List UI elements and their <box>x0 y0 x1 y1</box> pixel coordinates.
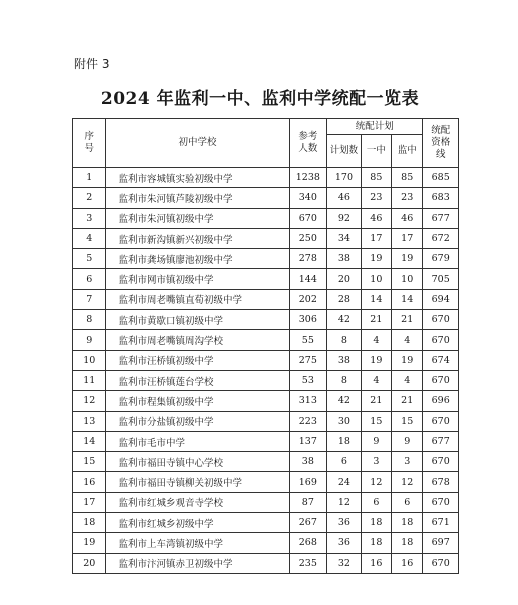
cell-plan: 8 <box>327 370 362 390</box>
cell-yizhong: 46 <box>361 208 391 228</box>
cell-yizhong: 18 <box>361 533 391 553</box>
cell-line: 677 <box>423 431 459 451</box>
header-text: 参考 人数 <box>298 131 318 154</box>
cell-ref: 223 <box>289 411 327 431</box>
cell-ref: 306 <box>289 310 327 330</box>
cell-jianzhong: 16 <box>392 553 423 573</box>
cell-line: 670 <box>423 310 459 330</box>
cell-yizhong: 21 <box>361 310 391 330</box>
cell-line: 670 <box>423 452 459 472</box>
cell-no: 11 <box>73 370 106 390</box>
cell-school: 监利市周老嘴镇直荀初级中学 <box>106 289 289 309</box>
cell-no: 1 <box>73 168 106 188</box>
cell-jianzhong: 17 <box>392 228 423 248</box>
cell-no: 8 <box>73 310 106 330</box>
cell-yizhong: 21 <box>361 391 391 411</box>
cell-plan: 42 <box>327 310 362 330</box>
cell-no: 17 <box>73 492 106 512</box>
cell-yizhong: 18 <box>361 513 391 533</box>
cell-school: 监利市程集镇初级中学 <box>106 391 289 411</box>
cell-ref: 202 <box>289 289 327 309</box>
cell-school: 监利市汪桥镇莲台学校 <box>106 370 289 390</box>
attachment-label: 附件 3 <box>74 57 110 71</box>
cell-school: 监利市红城乡初级中学 <box>106 513 289 533</box>
table-row <box>73 249 459 269</box>
cell-line: 671 <box>423 513 459 533</box>
cell-school: 监利市周老嘴镇周沟学校 <box>106 330 289 350</box>
cell-ref: 670 <box>289 208 327 228</box>
cell-line: 670 <box>423 411 459 431</box>
cell-no: 19 <box>73 533 106 553</box>
cell-plan: 8 <box>327 330 362 350</box>
cell-plan: 18 <box>327 431 362 451</box>
cell-plan: 24 <box>327 472 362 492</box>
cell-yizhong: 16 <box>361 553 391 573</box>
cell-jianzhong: 19 <box>392 249 423 269</box>
cell-yizhong: 3 <box>361 452 391 472</box>
header-no <box>73 119 106 168</box>
cell-yizhong: 10 <box>361 269 391 289</box>
cell-no: 12 <box>73 391 106 411</box>
cell-school: 监利市福田寺镇中心学校 <box>106 452 289 472</box>
cell-ref: 267 <box>289 513 327 533</box>
cell-line: 697 <box>423 533 459 553</box>
table-row <box>73 350 459 370</box>
cell-school: 监利市汴河镇赤卫初级中学 <box>106 553 289 573</box>
cell-line: 696 <box>423 391 459 411</box>
cell-no: 15 <box>73 452 106 472</box>
cell-ref: 313 <box>289 391 327 411</box>
cell-yizhong: 85 <box>361 168 391 188</box>
cell-ref: 1238 <box>289 168 327 188</box>
table-row <box>73 391 459 411</box>
cell-yizhong: 17 <box>361 228 391 248</box>
cell-yizhong: 19 <box>361 350 391 370</box>
cell-no: 20 <box>73 553 106 573</box>
cell-plan: 38 <box>327 350 362 370</box>
cell-plan: 6 <box>327 452 362 472</box>
cell-jianzhong: 85 <box>392 168 423 188</box>
table-row <box>73 452 459 472</box>
cell-ref: 275 <box>289 350 327 370</box>
cell-no: 6 <box>73 269 106 289</box>
cell-jianzhong: 4 <box>392 370 423 390</box>
cell-line: 670 <box>423 370 459 390</box>
cell-ref: 250 <box>289 228 327 248</box>
cell-school: 监利市毛市中学 <box>106 431 289 451</box>
cell-jianzhong: 14 <box>392 289 423 309</box>
cell-school: 监利市上车湾镇初级中学 <box>106 533 289 553</box>
cell-school: 监利市红城乡观音寺学校 <box>106 492 289 512</box>
cell-plan: 12 <box>327 492 362 512</box>
table-row <box>73 533 459 553</box>
cell-school: 监利市朱河镇初级中学 <box>106 208 289 228</box>
cell-plan: 20 <box>327 269 362 289</box>
cell-line: 670 <box>423 553 459 573</box>
cell-yizhong: 15 <box>361 411 391 431</box>
cell-ref: 235 <box>289 553 327 573</box>
table-body <box>73 168 459 574</box>
cell-line: 670 <box>423 330 459 350</box>
cell-jianzhong: 15 <box>392 411 423 431</box>
cell-plan: 46 <box>327 188 362 208</box>
table-row <box>73 492 459 512</box>
table-row <box>73 553 459 573</box>
cell-yizhong: 4 <box>361 370 391 390</box>
cell-plan: 38 <box>327 249 362 269</box>
table-row <box>73 411 459 431</box>
cell-ref: 87 <box>289 492 327 512</box>
cell-line: 683 <box>423 188 459 208</box>
header-text: 统配 资格 线 <box>431 125 451 160</box>
cell-plan: 92 <box>327 208 362 228</box>
cell-school: 监利市新沟镇新兴初级中学 <box>106 228 289 248</box>
cell-line: 678 <box>423 472 459 492</box>
cell-plan: 42 <box>327 391 362 411</box>
cell-ref: 55 <box>289 330 327 350</box>
cell-jianzhong: 12 <box>392 472 423 492</box>
cell-school: 监利市容城镇实验初级中学 <box>106 168 289 188</box>
cell-school: 监利市汪桥镇初级中学 <box>106 350 289 370</box>
cell-ref: 144 <box>289 269 327 289</box>
cell-school: 监利市龚场镇廖池初级中学 <box>106 249 289 269</box>
cell-ref: 169 <box>289 472 327 492</box>
cell-ref: 268 <box>289 533 327 553</box>
cell-plan: 36 <box>327 533 362 553</box>
table-row <box>73 289 459 309</box>
cell-jianzhong: 23 <box>392 188 423 208</box>
cell-no: 16 <box>73 472 106 492</box>
cell-line: 679 <box>423 249 459 269</box>
cell-jianzhong: 6 <box>392 492 423 512</box>
table-row <box>73 472 459 492</box>
cell-school: 监利市黄歇口镇初级中学 <box>106 310 289 330</box>
cell-jianzhong: 18 <box>392 513 423 533</box>
table-row <box>73 269 459 289</box>
cell-no: 2 <box>73 188 106 208</box>
cell-plan: 32 <box>327 553 362 573</box>
table-row <box>73 513 459 533</box>
cell-ref: 278 <box>289 249 327 269</box>
cell-jianzhong: 10 <box>392 269 423 289</box>
cell-jianzhong: 3 <box>392 452 423 472</box>
cell-yizhong: 19 <box>361 249 391 269</box>
cell-no: 18 <box>73 513 106 533</box>
cell-jianzhong: 18 <box>392 533 423 553</box>
header-line <box>423 119 459 168</box>
table-row <box>73 310 459 330</box>
cell-yizhong: 4 <box>361 330 391 350</box>
cell-line: 670 <box>423 492 459 512</box>
cell-yizhong: 6 <box>361 492 391 512</box>
allocation-table <box>72 118 459 574</box>
cell-yizhong: 14 <box>361 289 391 309</box>
cell-no: 3 <box>73 208 106 228</box>
header-plan-group: 统配计划 <box>327 119 423 135</box>
table-row <box>73 188 459 208</box>
cell-yizhong: 23 <box>361 188 391 208</box>
cell-line: 694 <box>423 289 459 309</box>
cell-ref: 137 <box>289 431 327 451</box>
cell-plan: 170 <box>327 168 362 188</box>
table-row <box>73 168 459 188</box>
cell-line: 677 <box>423 208 459 228</box>
header-text: 序 号 <box>84 131 94 154</box>
table-row <box>73 370 459 390</box>
cell-no: 5 <box>73 249 106 269</box>
cell-school: 监利市分盐镇初级中学 <box>106 411 289 431</box>
cell-no: 9 <box>73 330 106 350</box>
cell-plan: 36 <box>327 513 362 533</box>
page-title: 2024 年监利一中、监利中学统配一览表 <box>100 89 420 109</box>
cell-jianzhong: 21 <box>392 391 423 411</box>
cell-line: 672 <box>423 228 459 248</box>
header-jianzhong: 监中 <box>392 135 423 168</box>
cell-jianzhong: 21 <box>392 310 423 330</box>
table-row <box>73 208 459 228</box>
cell-ref: 53 <box>289 370 327 390</box>
cell-ref: 38 <box>289 452 327 472</box>
cell-plan: 30 <box>327 411 362 431</box>
cell-jianzhong: 19 <box>392 350 423 370</box>
cell-no: 14 <box>73 431 106 451</box>
cell-school: 监利市朱河镇芦陵初级中学 <box>106 188 289 208</box>
cell-no: 10 <box>73 350 106 370</box>
cell-plan: 28 <box>327 289 362 309</box>
cell-line: 705 <box>423 269 459 289</box>
table-row <box>73 431 459 451</box>
cell-yizhong: 12 <box>361 472 391 492</box>
cell-jianzhong: 4 <box>392 330 423 350</box>
cell-no: 4 <box>73 228 106 248</box>
table-row <box>73 330 459 350</box>
header-ref <box>289 119 327 168</box>
cell-plan: 34 <box>327 228 362 248</box>
cell-line: 674 <box>423 350 459 370</box>
cell-no: 13 <box>73 411 106 431</box>
cell-jianzhong: 46 <box>392 208 423 228</box>
cell-school: 监利市网市镇初级中学 <box>106 269 289 289</box>
cell-no: 7 <box>73 289 106 309</box>
cell-jianzhong: 9 <box>392 431 423 451</box>
header-yizhong: 一中 <box>361 135 391 168</box>
header-school: 初中学校 <box>106 119 289 168</box>
cell-line: 685 <box>423 168 459 188</box>
table-row <box>73 228 459 248</box>
cell-ref: 340 <box>289 188 327 208</box>
cell-yizhong: 9 <box>361 431 391 451</box>
cell-school: 监利市福田寺镇柳关初级中学 <box>106 472 289 492</box>
header-plan: 计划数 <box>327 135 362 168</box>
